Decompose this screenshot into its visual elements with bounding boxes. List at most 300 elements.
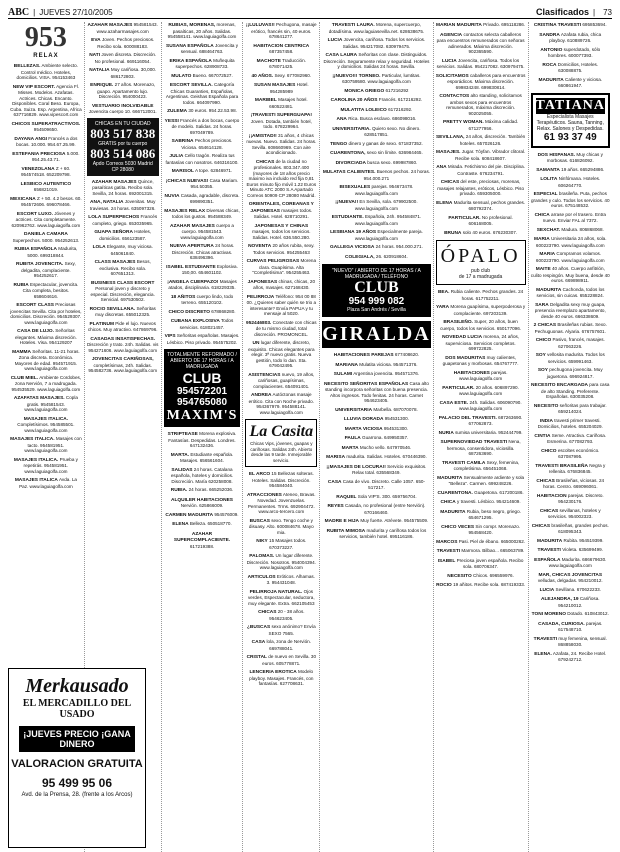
ad-title: NECESITO ENCARGADA	[531, 383, 588, 388]
ad-title: DOS MADURITAS	[445, 355, 486, 361]
ad-body: Estudiante española. Masajes. 656561604.	[180, 451, 234, 463]
ad-title: MADURITA	[536, 287, 562, 293]
classified-ad	[164, 467, 241, 485]
ad-body: Violeta. 635699499.	[562, 547, 603, 552]
ad-body: Francés a dos bocas. 10.000. 954.67.25.99.	[16, 135, 78, 147]
ad-body: Z + 50. 4.2 besos. 60. 954572606. 696078466.	[20, 195, 82, 207]
ad-body: Mirada. Fetichismo del pie. Disciplina. Contraste. 676234791.	[447, 164, 525, 176]
ad-title: ROCA	[542, 62, 557, 68]
ad-title: LUCIA	[327, 38, 343, 43]
ad-title: MARTA	[341, 445, 359, 451]
ad-title: CLUB MIEL.	[10, 375, 39, 381]
club-phone-2: 954765080	[176, 397, 228, 408]
ad-title: BRASILEÑO.	[443, 320, 473, 325]
ad-title: CRISTAL	[246, 655, 267, 660]
ad-title: ENRIQUE.	[90, 83, 114, 88]
classified-ad	[531, 367, 611, 379]
ad-title: PLATINUM	[89, 321, 114, 327]
ad-body: Rubita. 954519399.	[563, 537, 604, 543]
classified-ad	[87, 321, 159, 333]
ad-body: Hoteles, domicilios. 656123587.	[99, 229, 152, 241]
ad-title: LOLA	[92, 245, 106, 250]
ad-title: ¡¡NUEVO!!! TORNEO.	[332, 73, 381, 79]
ad-title: NOVENTA	[248, 244, 272, 249]
classified-ad	[436, 319, 526, 331]
ad-title: MARIA	[539, 252, 556, 257]
ad-body: Compramos volamos. 600223790. www.laguiagolfa.com	[535, 251, 605, 263]
ad-title: SANDRA	[539, 32, 560, 38]
ad-body: Belleza. 650518770.	[189, 521, 232, 526]
ad-body: Morena explosiva. Fantasías. Despedidas. Londres. 647132436.	[168, 431, 237, 448]
ad-body: Prueba y repetirás. 954581951. www.laguiagolfa.com	[23, 456, 78, 474]
classified-ad	[87, 82, 159, 100]
ad-body: Argentina jovencita. 954571376.	[353, 371, 420, 376]
classified-ad	[87, 22, 159, 34]
ad-title: CHICAS	[539, 508, 559, 514]
ad-title: SAMANTA	[536, 167, 560, 173]
ad-title: ZULEMA	[167, 109, 188, 114]
classified-ad	[10, 166, 82, 178]
ad-body: Personal joven y discreto y especial. Discreción, elegancia. Servicial. 697530502.	[90, 286, 155, 302]
column-5	[320, 22, 433, 852]
ad-title: HABITACIONES PAREJAS	[333, 353, 394, 358]
ad-title: CHICAS	[255, 159, 275, 165]
ad-body: contactos selecta caballeros para encuentros remunerados con señoras adinerados. Máxima discreción. 902365590.	[436, 31, 525, 54]
ad-title: YARA	[435, 305, 450, 310]
ad-body: Francés a dos bocas, cuerpo de modelo. Salidas. 24 horas. 697049789.	[171, 117, 240, 135]
ad-title: CUARENTONA,	[330, 151, 366, 156]
classified-ad	[531, 47, 611, 59]
ad-body: Joven. Pechos preciosos. Recibo sola. 600088183.	[97, 37, 155, 49]
ad-title: MADURITA	[437, 475, 463, 481]
ad-body: Sensualmente ardiente y sola "Belleza". Carmen. 699248226.	[448, 474, 525, 486]
ad-body: Mucho vello. 647970546.	[359, 444, 412, 450]
classified-ad	[164, 264, 241, 276]
ad-title: BRUNA	[444, 230, 462, 236]
ad-title: AZAFATAS MASAJES.	[13, 396, 65, 401]
classified-ad	[164, 118, 241, 136]
ad-title: UNIVERSITARIA	[335, 407, 373, 413]
ad-title: CAROLINA 20 AÑOS	[330, 98, 378, 103]
classified-ad	[531, 636, 611, 648]
classified-ad	[164, 193, 241, 205]
ad-body: Joven discreta. Discreción. No profesional. 669116054.	[94, 52, 157, 64]
ad-body: Particular, lumtitas. 630759580. www.laguiagolfa.com	[342, 72, 421, 84]
ad-title: MACHOTE	[256, 58, 281, 64]
classified-ad	[436, 558, 526, 570]
ad-title: BELLEZAS.	[13, 64, 41, 69]
classified-ad	[436, 430, 526, 437]
ad-body: Muy chicas y morbosas. 616826092.	[546, 151, 603, 163]
ad-title: NURIA	[438, 430, 454, 436]
ad-body: escoltes económico. 637087995.	[557, 447, 600, 459]
classified-ad	[531, 596, 611, 608]
ad-body: vellosita madurita. Todos los servicios. 659991463.	[547, 352, 605, 364]
ad-title: SULAMI	[333, 372, 353, 377]
classified-ad	[10, 181, 82, 193]
classified-ad	[87, 356, 159, 374]
ad-title: JOVENCITAS CARIÑOSAS,	[91, 357, 154, 362]
ad-title: RUBIAS, MORENAS,	[168, 23, 216, 28]
classified-ad	[245, 159, 317, 199]
ad-title: PELIRROJA NATURAL.	[249, 589, 303, 595]
classified-ad	[436, 509, 526, 521]
classified-ad	[87, 37, 159, 49]
classified-ad	[164, 43, 241, 55]
ad-body: y travesti. Lésbico. 954214609.	[457, 499, 521, 504]
ad-body: 26. 620918604.	[375, 253, 408, 259]
ad-title: SOLICITAMOS	[435, 73, 469, 79]
classified-ad	[164, 279, 241, 291]
classified-ad	[322, 37, 430, 49]
classified-ad	[322, 371, 430, 378]
classified-ad	[436, 475, 526, 487]
ad-body: Chicos. 696559976.	[473, 572, 514, 578]
opalo-pub-ad	[436, 240, 526, 285]
ad-title: JAPONESAS Y CHINAS	[254, 223, 309, 229]
ad-title: CONTACTOS	[439, 94, 470, 99]
ad-body: Brasileñas, viciosas. 24 horas. Centro. 669096061.	[542, 477, 605, 489]
classified-ad	[322, 169, 430, 181]
classified-ad	[322, 199, 430, 211]
classified-ad	[245, 553, 317, 571]
classified-ad	[322, 244, 430, 251]
classified-ad	[531, 538, 611, 545]
merkausado-address: Avd. de la Prensa, 28. (frente a los Arcos)	[21, 792, 133, 798]
classified-ad	[245, 294, 317, 317]
tatiana-ad	[531, 93, 611, 148]
classified-ad	[164, 452, 241, 464]
classified-ad	[531, 418, 611, 430]
classified-ad	[531, 433, 611, 445]
ad-body: lugar diferente, discreto, exquisito. Chicas elegantes para elegir. 3ª nuevo gratis. Nueva gestión, todo lo dan. Sta. 679042495.	[248, 340, 315, 368]
ad-body: alto standing, solicitamos ambos sexos para encuentros remunerados, máxima discreción. 902025055.	[446, 93, 522, 116]
ad-title: RUBIA ESPAÑOLA	[14, 247, 57, 252]
ad-title: CASA DE LUJO.	[17, 329, 54, 334]
page-header	[8, 6, 612, 19]
classified-ad	[10, 328, 82, 346]
club-address: Plaza San Andrés / Sevilla	[347, 307, 406, 313]
ad-body: Categoría Chicas Guaranties, Españolas, Argentinas. Geishas Española para todos. 664097990.	[165, 82, 239, 105]
classified-ad	[322, 479, 430, 491]
ad-list	[164, 431, 241, 549]
ad-body: para casa de alto Standing. Preferente. Españolas. 630035208.	[541, 382, 610, 399]
ad-body: Cariñosa. 954210012.	[558, 596, 600, 608]
ad-body: Cello tragón. Realiza tus fantasías con nosotros. 646316100.	[165, 153, 239, 165]
ad-body: brasileñas, grandes pechos. 618095343.	[551, 522, 609, 534]
ad-body: 656821019.	[33, 187, 59, 192]
classified-ad	[245, 609, 317, 621]
ad-body: Sexy, delgadita, complaciente. 954252617.	[21, 261, 76, 278]
ad-body: 19 añitos. Recibe sola. 687419333.	[453, 582, 526, 587]
ad-title: CHICAS	[531, 523, 551, 529]
ad-list	[531, 152, 611, 663]
classified-ad	[245, 372, 317, 390]
ad-body: Privado. 695118286.	[483, 22, 526, 27]
classified-ad	[436, 355, 526, 367]
ad-title: SUSAN MASAJES	[254, 83, 296, 88]
ad-body: Ojos verdes, Espectacular, seductora, muy elegante. Extra. 662105453	[247, 588, 315, 606]
header-separator: |	[593, 7, 596, 17]
ad-title: NIKY	[256, 539, 268, 544]
ad-body: caballeros para encuentros esporádicos. Máxima discreción. 699834248. 699830814.	[447, 72, 526, 90]
ad-body: masajes, todos los servicios. Salidas. Hotel. 636.550.280.	[252, 229, 311, 240]
ad-body: 954531300.	[384, 416, 409, 421]
ad-body: Rubia, beso negro, griego. 654671295.	[466, 508, 521, 520]
ad-body: de la ciudad no profesionales. 803.347.400 (mayores de 18 años precio máximo iva incluido red fija 0,81 Euros minuto fijo móvil 1.22 Euros Minuto ATC 2000 S.A Apartado Correos 50909 CP 28080 Madrid.	[246, 158, 317, 198]
classified-ad	[10, 211, 82, 229]
classified-ad	[87, 280, 159, 303]
ad-body: muy femenina, sensual. 868858030.	[558, 635, 607, 647]
ad-body: 30 euros. 954.22.53.98.	[188, 108, 237, 113]
classified-ad	[10, 246, 82, 258]
classified-ad	[322, 362, 430, 369]
header-separator: |	[33, 7, 36, 17]
ad-body: madurita y cariñosa todos los servicios, también hotel. 695116186.	[339, 527, 427, 539]
ad-body: Todos servicios. 618021457.	[179, 318, 234, 330]
ad-body: Completísimos. 954585501. www.laguiagolfa.com	[17, 422, 75, 433]
ad-body: Morena clara. Guapísima. Alta "Completísima". 954255463.	[252, 258, 317, 275]
club-phone-1: 954572201	[176, 386, 228, 397]
ad-title: CLASS MASAJES	[94, 260, 136, 265]
classified-ad	[87, 214, 159, 226]
classified-ad	[164, 73, 241, 80]
ad-title: SARA	[535, 302, 549, 308]
ad-title: MARIANA	[335, 362, 359, 368]
classified-ad	[245, 112, 317, 130]
ad-title: PARTICULAR.	[448, 215, 481, 221]
classified-ad	[245, 133, 317, 156]
classified-ad	[10, 375, 82, 393]
ad-title: ESCORT CLASS	[16, 303, 54, 308]
classified-ad	[436, 460, 526, 472]
classified-ad	[531, 322, 611, 334]
ad-body: Jovencita, cariñosa. Todos los servicios. Salidas. 954217082. 630979475.	[342, 37, 426, 49]
classified-ad	[164, 309, 241, 316]
classified-ad	[436, 200, 526, 212]
classified-ad	[10, 302, 82, 325]
ad-title: LENCERIA EROTICA	[249, 670, 297, 675]
ad-title: ANA	[336, 117, 347, 122]
ad-title: LUCIA	[539, 587, 555, 593]
ad-body: 24 años, discreción. También hoteles. 657026126.	[459, 134, 526, 146]
ad-body: Masajes con tacto. 954581951. www.laguiagolfa.com	[24, 436, 82, 453]
ad-list	[436, 22, 526, 236]
classified-ad	[10, 151, 82, 163]
ad-title: NECESITO	[447, 573, 472, 579]
classified-ad	[531, 523, 611, 535]
ad-title: ¡TRAVESTI SUPERGUAPA!	[250, 113, 312, 118]
ad-list	[322, 22, 430, 260]
ad-body: Madurita sensual, pechos grandes. 680792374.	[453, 199, 526, 211]
ad-title: VENEZOLANA	[21, 166, 55, 172]
ad-title: MAR, CHICAS JOVENCITAS	[538, 572, 603, 578]
ad-body: Preciosa joven española. Recibo sola. 680706347.	[456, 557, 524, 569]
ad-body: del este, preciosas, morenas, masajes relajantes, eróticos, Lésbico. Piso privado. 659305000.	[437, 179, 524, 196]
ad-title: JULIA	[169, 154, 184, 159]
ad-title: ISABEL ESTUDIANTE	[166, 264, 216, 270]
ad-title: MULATITA LOLEICO	[340, 107, 387, 113]
classified-ad	[164, 318, 241, 330]
classified-ad	[164, 497, 241, 509]
ad-title: LESBIANA 19 AÑOS	[330, 230, 377, 235]
column-6	[434, 22, 529, 852]
ad-body: Brasileñas rubias. Sexo. Pechuguonas. Alyaria. 676757601.	[534, 322, 607, 334]
ad-title: NATALIA	[89, 68, 110, 73]
ad-body: travesti primer travesti. Domicilios, hoteles. 655204029.	[537, 417, 603, 429]
ad-body: 617216292	[385, 87, 409, 93]
ad-title: TRAVESTI CAMILA	[441, 460, 486, 466]
ad-title: CARMEN MADURITA	[165, 512, 214, 518]
ad-body: 687263690. 677062873.	[468, 414, 523, 426]
ad-body: Española, 24h. 954584871. www.laguiagolfa.com	[354, 214, 422, 226]
ad-title: CHICO	[541, 448, 557, 454]
ad-body: 31 años, 4 chicas nuevas. Nuevo. Salidas. 24 horas. Sevilla. 608660969. Con aire acondicionado.	[246, 132, 317, 155]
classified-ad	[322, 184, 430, 196]
ad-body: Sexy. 677082960.	[274, 72, 312, 78]
classified-ad	[245, 538, 317, 550]
ad-title: UNIVERSITARIA.	[332, 126, 371, 132]
ad-title: DIVORCIADA	[335, 160, 366, 166]
ad-body: muy calientes, guapetonas y morbosas. 654767777.	[442, 354, 519, 366]
classified-ad	[245, 279, 317, 291]
ad-body: velludas, delgadas. 954210012.	[537, 578, 603, 583]
ad-list	[87, 22, 159, 115]
classified-ad	[164, 512, 241, 519]
ad-body: Jugar. Tóyfan. Vibrador clitoral. Recibe sola. 608418607.	[455, 149, 526, 161]
classified-ad	[436, 179, 526, 197]
ad-body: Muñequita superpechos. 628908733.	[175, 57, 235, 69]
ad-body: Super, 20 años, buen cuerpo, todos los servicios. 650177096.	[440, 319, 522, 331]
ad-title: PRETTY WOMAN.	[443, 120, 484, 125]
ad-title: NEW VIP ESCORT.	[12, 84, 56, 90]
classified-ad	[164, 487, 241, 494]
ad-body: Pasi. Piel de ébano. 665000262.	[458, 538, 526, 544]
ad-body: Agencia Fl. Misses. Modelos. Azafatas. Actrices. Chicas. Encanto. Disponibles. Coral Beso. Europa, Cuba. Suiza. Esp. Argentina, Africa 637716829. www.vipescort.com	[10, 83, 82, 117]
classified-ad	[531, 508, 611, 520]
ad-body: Jovenitas. Muy traviesas. 24 horas. 635097326.	[89, 199, 156, 211]
classified-ad	[245, 589, 317, 607]
ad-body: Casa Mariam. 954.50355.	[190, 177, 239, 189]
ad-body: 20 - 38 años. 954623405.	[269, 609, 305, 621]
classified-ad	[245, 574, 317, 586]
ad-title: NECESITO SEÑORITAS ESPAÑOLAS	[323, 381, 409, 387]
ad-body: Jovencita, cariñosa. Todos los servicios. Salidas. 954217082. 630979475.	[436, 57, 525, 69]
classified-ad	[87, 229, 159, 241]
ad-body: Pasivo, francés, masajes. 627063226.	[552, 337, 605, 349]
ad-body: Marmora. Bilbao... 665063789.	[461, 548, 525, 553]
ad-title: ANDREA	[250, 393, 272, 398]
ad-title: ¡¡LULUVAS!!	[246, 23, 275, 28]
ad-title: SOY	[535, 353, 546, 358]
classified-ad	[531, 352, 611, 364]
ad-title: AZAHAR SUPERCOMPLACIENTE.	[173, 531, 231, 543]
classified-ad	[245, 97, 317, 109]
column-4	[243, 22, 320, 852]
classified-ad	[531, 287, 611, 299]
ad-body: parejas. www.laguiagolfa.com	[459, 369, 508, 381]
classified-ad	[164, 521, 241, 528]
ad-title: ANA	[436, 165, 447, 170]
ad-body: 24 horas. Discreción. Chicas atractivas. 638496396.	[171, 243, 235, 260]
ad-title: PELIRROJA	[246, 294, 275, 300]
ad-title: CHICAS	[536, 478, 555, 484]
classified-ad	[322, 503, 430, 515]
ad-title: PAULA	[344, 436, 361, 441]
classified-ad	[164, 223, 241, 241]
ad-body: 24 horas. 665252036.	[188, 487, 234, 492]
merkausado-sub: EL MERCADILLO DEL USADO	[22, 698, 132, 720]
classified-ad	[164, 531, 241, 550]
ad-body: Señoritas elegantes. Máxima discreción. Hoteles. Visa. 954129207	[15, 328, 77, 345]
classified-ad	[531, 32, 611, 44]
ad-title: REYES	[327, 504, 344, 509]
ad-body: Casada, agradable, discreta. 699890351.	[180, 192, 240, 204]
ad-body: Z + 60. 954574518. 652209798.	[20, 165, 71, 177]
classified-ad	[436, 385, 526, 397]
opalo-name: ÓPALO	[440, 245, 521, 267]
ad-title: BISEXUALES	[339, 185, 371, 190]
classified-ad	[531, 493, 611, 505]
ad-body: Jóvenes y actrices. Cita completamente. 620962762. www.laguiagolfa.com	[11, 210, 81, 228]
club-phone: 954 999 082	[348, 296, 405, 307]
classified-ad	[436, 548, 526, 555]
ad-title: ALEJANDRA, 19	[540, 597, 579, 602]
ad-body: 5.000. 954.25.43.71.	[31, 150, 80, 162]
ad-title: CASADA, CURIOSA.	[538, 621, 585, 627]
classified-ad	[436, 289, 526, 301]
ad-body: dinero y ganas de sexo. 671837352.	[348, 140, 423, 146]
ad-body: 617219388.	[189, 543, 215, 549]
classified-ad	[531, 621, 611, 633]
ad-title: ¡¡MASAJES DE LOCURA!!	[326, 464, 386, 470]
ad-body: lola, zona de Nervión. 669788041.	[266, 639, 311, 651]
ad-body: Madurita. 686679630. www.laguiagolfa.com	[548, 556, 607, 568]
ad-body: sumisa universitaria. 952444799.	[455, 429, 523, 435]
classified-ad	[436, 524, 526, 536]
ad-title: CURVAS PELIGROSAS	[246, 259, 300, 264]
ad-body: Diversas chicas, todos los gustos. 954588349.	[172, 207, 240, 219]
ad-title: CHICA	[440, 500, 456, 505]
ad-body: 19 años. 665294886.	[561, 166, 605, 172]
ad-body: Madura. 806868068.	[561, 226, 604, 232]
classified-ad	[10, 416, 82, 434]
ad-body: Dotado. 610843012.	[567, 611, 609, 616]
banner-phone-1: 803 517 838	[90, 125, 156, 141]
ad-body: Masajes hotel. 660522481.	[269, 97, 308, 109]
merkausado-name: Merkausado	[25, 675, 129, 697]
ad-body: Jovencita y sensual. 688464763.	[180, 42, 238, 54]
logo-953: 953	[24, 22, 67, 53]
banner-small: Apdo Correos 5030 Madrid CP 28080	[92, 160, 153, 173]
ad-body: Joven. Dotada, también hotel, todo. 678229964.	[250, 118, 312, 129]
ad-title: LLUVIA DORADA	[343, 417, 384, 422]
classified-ad	[87, 103, 159, 115]
classified-ad	[245, 73, 317, 80]
classified-ad	[322, 254, 430, 261]
ad-body: Rica. Busca esclavo. 686098016.	[348, 116, 417, 121]
classified-ad	[531, 22, 611, 29]
tatiana-phone: 61 93 37 49	[543, 131, 597, 143]
classified-ad	[322, 454, 430, 461]
ad-title: DANIELA CAMARA	[24, 232, 68, 237]
ad-body: Sevillana. 670622233.	[555, 586, 601, 592]
ad-body: Señoritas. 11-21 horas. Zona discreta. Económica. Mayores de edad. 954571915. www.laguiagolfa.com	[14, 348, 80, 371]
ad-title: CASA LAURA	[325, 53, 358, 58]
classified-ad	[322, 150, 430, 157]
ad-body: Un lugar diferente. Discreción. Nosotros. 954004394. www.laguiagolfa.com	[246, 553, 316, 570]
classified-ad	[531, 572, 611, 584]
